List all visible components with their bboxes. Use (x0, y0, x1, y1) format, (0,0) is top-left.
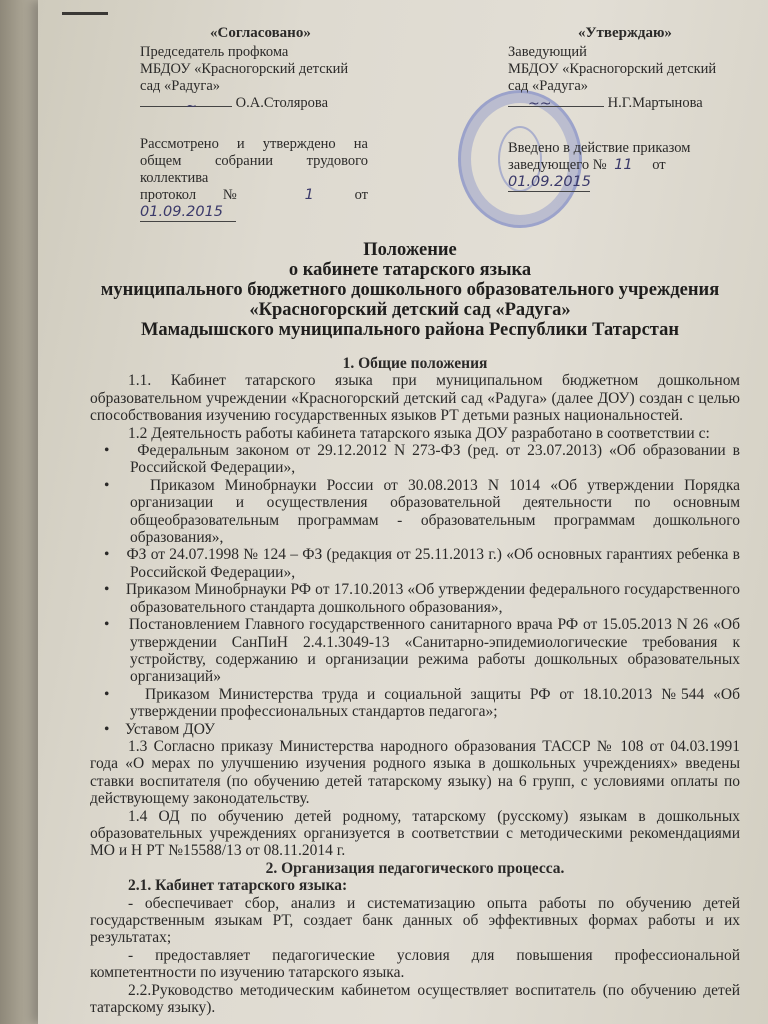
list-item-text: Приказом Министерства труда и социальной защиты РФ от 18.10.2013 №544 «Об утверждении профессиональных стандартов педагога»; (130, 685, 740, 721)
paragraph: - предоставляет педагогические условия для повышения профессиональной компетентности по изучению татарского языка. (90, 946, 740, 982)
title-line: «Красногорский детский сад «Радуга» (249, 300, 571, 320)
corner-mark (62, 12, 108, 15)
order-row (508, 157, 748, 192)
header-left-block (140, 44, 390, 112)
title-line: Положение (363, 240, 457, 260)
list-item-text: ФЗ от 24.07.1998 № 124 – ФЗ (редакция от 25.11.2013 г.) «Об основных гарантиях ребенка в Российской Федерации», (126, 546, 740, 581)
protocol-row (140, 187, 368, 222)
list-item: • Федеральным законом от 29.12.2012 N 273-ФЗ (ред. от 23.07.2013) «Об образовании в Российской Федерации», (104, 442, 740, 477)
header-right-line: сад «Радуга» (508, 78, 589, 94)
paragraph: - обеспечивает сбор, анализ и систематизацию опыта работы по обучению детей государственным языкам РТ, создает банк данных об эффективных формах работы и их результатах; (90, 894, 740, 947)
header-right-signature-row (508, 95, 738, 112)
header-right-line: Заведующий (508, 44, 587, 60)
header-right-block (508, 44, 738, 112)
protocol-from: от (354, 187, 369, 203)
signature-line (508, 96, 604, 112)
header-left-line: сад «Радуга» (140, 78, 221, 94)
signature-line (140, 99, 232, 114)
protocol-label: протокол № (140, 187, 260, 203)
header-right-order (508, 140, 748, 192)
header-right-title: «Утверждаю» (578, 25, 672, 41)
title-line: о кабинете татарского языка (288, 260, 532, 280)
list-item: • Постановлением Главного государственного санитарного врача РФ от 15.05.2013 N 26 «Об утверждении СанПиН 2.4.1.3049-13 «Санитарно-эпидемиологические требования к устройству, содержанию и организации режима работы дошкольных образовательных организаций» (104, 616, 740, 686)
subsection-heading: 2.1. Кабинет татарского языка: (128, 877, 348, 895)
header-left-title: «Согласовано» (210, 25, 311, 41)
title-line: Мамадышского муниципального района Республики Татарстан (140, 320, 680, 340)
paragraph: 1.1. Кабинет татарского языка при муниципальном бюджетном дошкольном образовательном учреждении «Красногорский детский сад «Радуга» (далее ДОУ) создан с целью способствования изучению государственных языков РТ детьми разных национальностей. (90, 372, 740, 425)
list-item-text: Федеральным законом от 29.12.2012 N 273-ФЗ (ред. от 23.07.2013) «Об образовании в Российской Федерации», (130, 442, 740, 477)
section-heading: 1. Общие положения (342, 355, 488, 372)
list-item: • Приказом Министерства труда и социальной защиты РФ от 18.10.2013 №544 «Об утверждении профессиональных стандартов педагога»; (104, 685, 740, 721)
order-label: заведующего № (508, 157, 607, 173)
header-right-line: МБДОУ «Красногорский детский (508, 61, 717, 77)
order-date: 01.09.2015 (508, 174, 592, 190)
header-left-signature-row (140, 95, 390, 112)
list-item: • Уставом ДОУ (104, 720, 215, 738)
document-title (80, 240, 740, 340)
order-from: от (652, 157, 666, 173)
binder-edge (0, 0, 38, 1024)
header-right-signature-name: Н.Г.Мартынова (607, 95, 703, 111)
paragraph: 1.3 Согласно приказу Министерства народного образования ТАССР № 108 от 04.03.1991 года «О мерах по улучшению изучения родного языка в дошкольных учреждениях» введены ставки воспитателя (по обучению детей татарскому языку) на 6 групп, с условиями оплаты по действующему законодательству. (90, 737, 740, 808)
review-line: общем собрании трудового (140, 153, 368, 169)
header-left-line: Председатель профкома (140, 44, 289, 60)
review-line: коллектива (140, 170, 209, 186)
paragraph: 2.2.Руководство методическим кабинетом осуществляет воспитатель (по обучению детей татарскому языку). (90, 981, 740, 1017)
review-line: Рассмотрено и утверждено на (140, 136, 368, 152)
list-item: • ФЗ от 24.07.1998 № 124 – ФЗ (редакция от 25.11.2013 г.) «Об основных гарантиях ребенка в Российской Федерации», (104, 546, 740, 581)
document-body (90, 355, 740, 1016)
list-item: • Приказом Минобрнауки РФ от 17.10.2013 «Об утверждении федерального государственного образовательного стандарта дошкольного образования», (104, 581, 740, 616)
header-left-signature-name: О.А.Столярова (235, 95, 328, 111)
order-line: Введено в действие приказом (508, 140, 691, 156)
protocol-date: 01.09.2015 (140, 204, 236, 222)
protocol-number: 1 (304, 187, 314, 203)
handwritten-signature: ~ (186, 99, 197, 114)
paragraph: 1.4 ОД по обучению детей родному, татарскому (русскому) языкам в дошкольных образовательных учреждениях организуется в соответствии с методическими рекомендациями МО и Н РТ №15588/13 от 08.11.2014 г. (90, 807, 740, 860)
section-heading: 2. Организация педагогического процесса. (265, 859, 565, 877)
list-item-text: Постановлением Главного государственного санитарного врача РФ от 15.05.2013 N 26 «Об утверждении СанПиН 2.4.1.3049-13 «Санитарно-эпидемиологические требования к устройству, содержанию и организации режима работы дошкольных образовательных организаций» (128, 616, 740, 686)
list-item-text: Приказом Минобрнауки РФ от 17.10.2013 «Об утверждении федерального государственного образовательного стандарта дошкольного образования», (125, 581, 740, 616)
list-item: • Приказом Минобрнауки России от 30.08.2013 N 1014 «Об утверждении Порядка организации и осуществления образовательной деятельности по основным общеобразовательным программам - образовательным программам дошкольного образования», (104, 476, 740, 547)
header-left-line: МБДОУ «Красногорский детский (140, 61, 349, 77)
list-item-text: Приказом Минобрнауки России от 30.08.2013 N 1014 «Об утверждении Порядка организации и осуществления образовательной деятельности по основным общеобразовательным программам - образовательным программам дошкольного образования», (130, 476, 740, 547)
header-left-review (140, 136, 368, 222)
order-number: 11 (614, 157, 633, 173)
title-line: муниципального бюджетного дошкольного образовательного учреждения (100, 280, 720, 300)
list-item-text: Уставом ДОУ (124, 720, 215, 738)
handwritten-signature: ~~ (528, 96, 552, 112)
paragraph: 1.2 Деятельность работы кабинета татарского языка ДОУ разработано в соответствии с: (128, 424, 710, 442)
